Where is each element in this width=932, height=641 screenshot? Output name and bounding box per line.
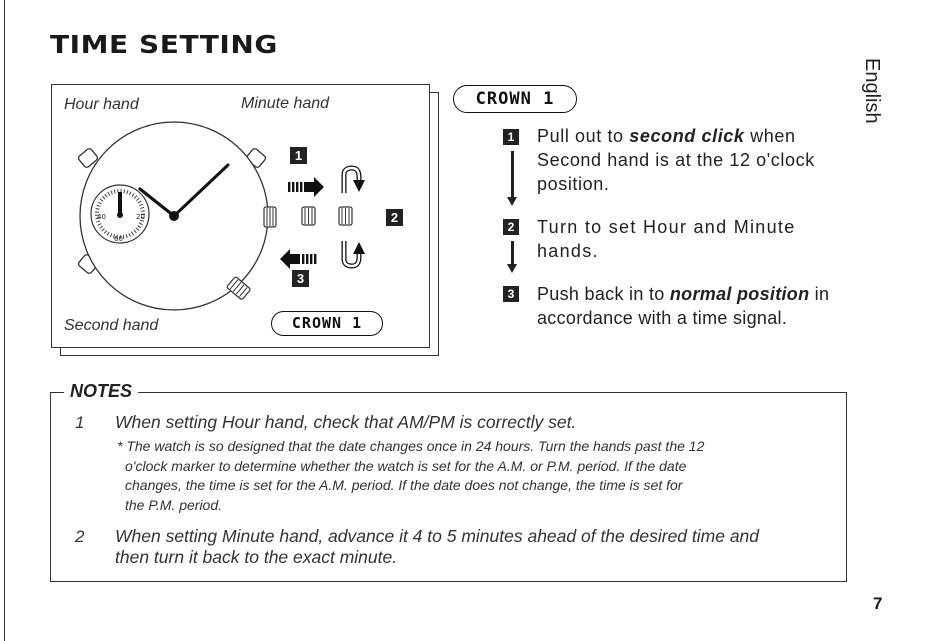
subdial-number: 40 (97, 213, 106, 221)
watch-illustration (51, 84, 430, 348)
rotate-down-arrow (344, 168, 365, 193)
second-hand-label: Second hand (64, 317, 159, 334)
step-1-down-arrow (511, 151, 514, 198)
page-title: TIME SETTING (50, 30, 278, 59)
notes-heading: NOTES (64, 381, 138, 402)
second-hand (118, 192, 122, 215)
crown-heading: CROWN 1 (453, 85, 577, 113)
watch-drawing (52, 85, 429, 347)
note-1-detail-line-1: * The watch is so designed that the date changes once in 24 hours. Turn the hands past the 12 (117, 438, 705, 454)
note-2-line-1: When setting Minute hand, advance it 4 to 5 minutes ahead of the desired time and (115, 526, 760, 546)
language-tab: English (861, 58, 883, 124)
step-1-text-end: when Second hand is at the 12 o'clock position. (537, 126, 815, 194)
note-1-detail-line-3: changes, the time is set for the A.M. period. If the date does not change, the time is set for (125, 477, 683, 493)
page-number: 7 (873, 594, 883, 613)
step-marker-1: 1 (290, 147, 307, 164)
note-1-text: When setting Hour hand, check that AM/PM is correctly set. (115, 412, 577, 432)
crown-position-diagram (302, 207, 352, 225)
figure-crown-label: CROWN 1 (271, 311, 383, 336)
step-2-text: Turn to set Hour and Minute hands. (537, 217, 796, 261)
note-1-detail-line-2: o'clock marker to determine whether the watch is set for the A.M. or P.M. period. If the date (125, 458, 687, 474)
note-2-line-2: then turn it back to the exact minute. (115, 547, 398, 567)
step-marker-3: 3 (292, 270, 309, 287)
step-3-emphasis: normal position (669, 284, 810, 304)
step-1-text-start: Pull out to (537, 126, 630, 146)
step-1-text (537, 124, 849, 196)
hour-hand-label: Hour hand (64, 96, 139, 113)
step-3-text-start: Push back in to (537, 284, 670, 304)
step-3-text-end: in accordance with a time signal. (537, 284, 830, 328)
small-second-subdial (91, 185, 149, 243)
pull-out-arrow (288, 177, 324, 197)
minute-hand-label: Minute hand (241, 95, 330, 112)
step-marker-2: 2 (386, 209, 403, 226)
step-1-emphasis: second click (629, 126, 745, 146)
subdial-number: 20 (136, 213, 145, 221)
watch-crown (264, 207, 276, 227)
step-3-badge: 3 (503, 286, 519, 302)
rotate-up-arrow (344, 241, 365, 266)
note-2-number: 2 (75, 527, 85, 546)
step-2-down-arrow (511, 241, 514, 265)
page-left-border (4, 0, 5, 641)
step-2-badge: 2 (503, 219, 519, 235)
hands-pivot (169, 211, 179, 221)
subdial-number: 60 (114, 235, 123, 243)
step-1-badge: 1 (503, 129, 519, 145)
note-1-detail-line-4: the P.M. period. (125, 497, 223, 513)
push-in-arrow (280, 249, 316, 269)
note-1-number: 1 (75, 413, 85, 432)
step-3-text (537, 282, 853, 330)
